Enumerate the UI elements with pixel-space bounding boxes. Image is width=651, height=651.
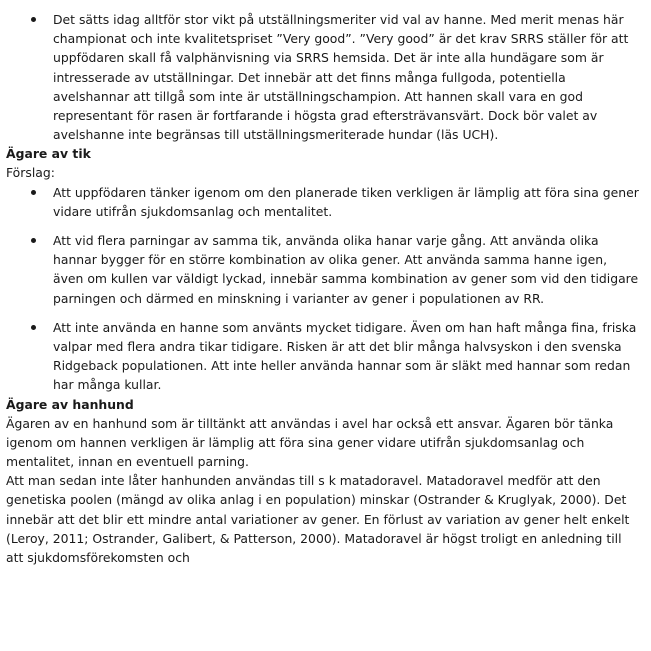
list-item: Att inte använda en hanne som använts mycket tidigare. Även om han haft många fina, friska valpar med flera andra tikar tidigare. Risken är att det blir många halvsyskon i den svenska Ridgeback populationen. Att inte heller använda hannar som är släkt med hannar som redan har många kullar. <box>6 318 639 395</box>
list-item: Det sätts idag alltför stor vikt på utställningsmeriter vid val av hanne. Med merit menas här championat och inte kvalitetspriset ”Very good”. ”Very good” är det krav SRRS ställer för att uppfödaren skall få valphänvisning via SRRS hemsida. Det är inte alla hundägare som är intresserade av utställningar. Det innebär att det finns många fullgoda, potentiella avelshannar att tillgå som inte är utställningschampion. Att hannen skall vara en god representant för rasen är fortfarande i högsta grad eftersträvansvärt. Dock bör valet av avelshanne inte begränsas till utställningsmeriterade hundar (läs UCH). <box>6 10 639 144</box>
section-intro: Förslag: <box>6 165 55 181</box>
section-heading-tik: Ägare av tik <box>6 146 91 162</box>
paragraph: Att man sedan inte låter hanhunden användas till s k matadoravel. Matadoravel medför att den genetiska poolen (mängd av olika anlag i en population) minskar (Ostrander & Kruglyak, 2000). Det innebär att det blir ett mindre antal variationer av gener. En förlust av variation av gener helt enkelt (Leroy, 2011; Ostrander, Galibert, & Patterson, 2000). Matadoravel är högst troligt en anledning till att sjukdomsförekomsten och <box>6 473 630 566</box>
list-item: Att vid flera parningar av samma tik, använda olika hanar varje gång. Att använda olika hannar bygger för en större kombination av olika gener. Att använda samma hanne igen, även om kullen var väldigt lyckad, innebär samma kombination av gener som vid den tidigare parningen och därmed en minskning i varianter av gener i populationen av RR. <box>6 231 639 308</box>
bullet-list-tik <box>6 183 639 395</box>
paragraph: Ägaren av en hanhund som är tilltänkt att användas i avel har också ett ansvar. Ägaren bör tänka igenom om hannen verkligen är lämplig att föra sina gener vidare utifrån sjukdomsanlag och mentalitet, innan en eventuell parning. <box>6 415 614 470</box>
bullet-list-top <box>6 10 639 144</box>
section-heading-hanhund: Ägare av hanhund <box>6 396 134 412</box>
list-item: Att uppfödaren tänker igenom om den planerade tiken verkligen är lämplig att föra sina gener vidare utifrån sjukdomsanlag och mentalitet. <box>6 183 639 221</box>
